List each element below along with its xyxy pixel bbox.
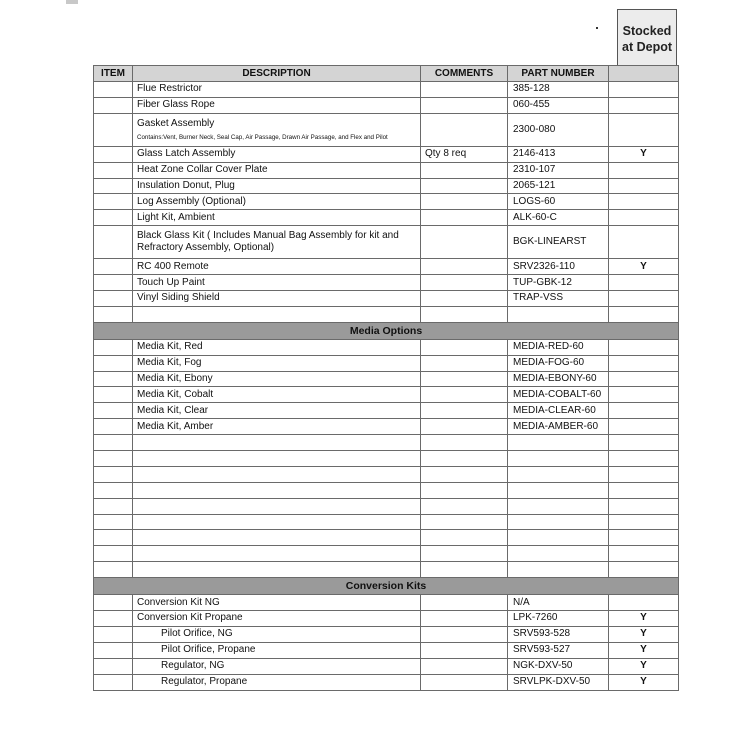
stocked-cell (609, 275, 679, 291)
description-cell: Regulator, NG (133, 658, 421, 674)
conversion-kits-section (94, 578, 679, 595)
item-cell (94, 595, 133, 611)
description-cell (133, 514, 421, 530)
description-cell: Media Kit, Clear (133, 403, 421, 419)
description-cell (133, 306, 421, 322)
stocked-cell (609, 82, 679, 98)
comments-cell (421, 562, 508, 578)
part-number-cell: MEDIA-EBONY-60 (508, 371, 609, 387)
table-row (94, 611, 679, 627)
description-cell: Touch Up Paint (133, 275, 421, 291)
description-cell (133, 530, 421, 546)
stocked-cell (609, 514, 679, 530)
stocked-cell: Y (609, 626, 679, 642)
item-cell (94, 482, 133, 498)
table-row (94, 226, 679, 259)
stocked-at-depot-header: Stocked at Depot (617, 9, 677, 66)
part-number-cell (508, 466, 609, 482)
description-column-header: DESCRIPTION (133, 66, 421, 82)
item-cell (94, 611, 133, 627)
comments-cell (421, 530, 508, 546)
comments-cell (421, 451, 508, 467)
stocked-cell (609, 403, 679, 419)
comments-cell (421, 611, 508, 627)
comments-cell (421, 178, 508, 194)
stocked-cell (609, 466, 679, 482)
part-number-cell (508, 451, 609, 467)
table-row (94, 355, 679, 371)
comments-cell (421, 355, 508, 371)
part-number-cell: N/A (508, 595, 609, 611)
table-row (94, 113, 679, 146)
section-title: Conversion Kits (94, 578, 679, 595)
corner-mark (66, 0, 78, 4)
item-cell (94, 451, 133, 467)
description-cell (133, 546, 421, 562)
stocked-cell (609, 97, 679, 113)
comments-cell (421, 371, 508, 387)
table-row (94, 674, 679, 690)
stocked-cell (609, 113, 679, 146)
stocked-cell: Y (609, 259, 679, 275)
table-row (94, 162, 679, 178)
description-cell: Glass Latch Assembly (133, 146, 421, 162)
part-number-cell (508, 562, 609, 578)
item-cell (94, 466, 133, 482)
description-cell (133, 435, 421, 451)
stocked-cell: Y (609, 146, 679, 162)
table-row (94, 419, 679, 435)
item-cell (94, 658, 133, 674)
comments-cell (421, 210, 508, 226)
stocked-cell (609, 355, 679, 371)
table-row (94, 178, 679, 194)
item-cell (94, 194, 133, 210)
part-number-cell: SRVLPK-DXV-50 (508, 674, 609, 690)
table-row (94, 642, 679, 658)
table-body (94, 82, 679, 691)
part-number-cell: 385-128 (508, 82, 609, 98)
item-cell (94, 371, 133, 387)
part-number-cell: MEDIA-AMBER-60 (508, 419, 609, 435)
table-row (94, 194, 679, 210)
comments-cell (421, 642, 508, 658)
stocked-cell: Y (609, 642, 679, 658)
stocked-cell (609, 306, 679, 322)
part-number-cell: TUP-GBK-12 (508, 275, 609, 291)
stocked-cell (609, 595, 679, 611)
table-row (94, 82, 679, 98)
item-cell (94, 387, 133, 403)
table-row (94, 146, 679, 162)
description-cell: Regulator, Propane (133, 674, 421, 690)
comments-cell (421, 403, 508, 419)
comments-cell (421, 595, 508, 611)
description-cell (133, 482, 421, 498)
part-number-cell: NGK-DXV-50 (508, 658, 609, 674)
description-cell: Media Kit, Red (133, 339, 421, 355)
stocked-cell (609, 291, 679, 307)
item-cell (94, 146, 133, 162)
description-cell (133, 466, 421, 482)
comments-cell (421, 162, 508, 178)
stocked-cell (609, 546, 679, 562)
item-cell (94, 97, 133, 113)
description-cell: Heat Zone Collar Cover Plate (133, 162, 421, 178)
part-number-cell (508, 530, 609, 546)
description-cell: Vinyl Siding Shield (133, 291, 421, 307)
stocked-cell: Y (609, 674, 679, 690)
part-number-cell: MEDIA-FOG-60 (508, 355, 609, 371)
description-cell: Media Kit, Fog (133, 355, 421, 371)
stocked-cell: Y (609, 611, 679, 627)
description-cell: Pilot Orifice, Propane (133, 642, 421, 658)
comments-cell (421, 419, 508, 435)
table-row (94, 658, 679, 674)
part-number-cell: MEDIA-COBALT-60 (508, 387, 609, 403)
item-cell (94, 435, 133, 451)
item-cell (94, 674, 133, 690)
comments-cell (421, 291, 508, 307)
empty-row (94, 451, 679, 467)
comments-cell (421, 498, 508, 514)
description-cell (133, 562, 421, 578)
stocked-cell (609, 387, 679, 403)
table-row (94, 291, 679, 307)
stocked-cell (609, 226, 679, 259)
comments-cell (421, 626, 508, 642)
stocked-cell (609, 562, 679, 578)
item-cell (94, 562, 133, 578)
comments-cell (421, 194, 508, 210)
description-cell: Flue Restrictor (133, 82, 421, 98)
description-cell: Conversion Kit NG (133, 595, 421, 611)
parts-table (93, 65, 679, 691)
item-cell (94, 291, 133, 307)
description-cell (133, 498, 421, 514)
section-title: Media Options (94, 322, 679, 339)
item-cell (94, 162, 133, 178)
item-cell (94, 339, 133, 355)
stocked-cell (609, 451, 679, 467)
table-row (94, 339, 679, 355)
part-number-cell: ALK-60-C (508, 210, 609, 226)
table-row (94, 387, 679, 403)
stocked-cell (609, 435, 679, 451)
stocked-cell (609, 162, 679, 178)
table-row (94, 626, 679, 642)
stocked-cell (609, 498, 679, 514)
part-number-cell: SRV593-527 (508, 642, 609, 658)
empty-row (94, 482, 679, 498)
item-cell (94, 642, 133, 658)
table-row (94, 210, 679, 226)
comments-cell (421, 306, 508, 322)
description-cell: Pilot Orifice, NG (133, 626, 421, 642)
item-cell (94, 275, 133, 291)
part-number-cell: TRAP-VSS (508, 291, 609, 307)
stocked-cell (609, 371, 679, 387)
part-number-cell: 2310-107 (508, 162, 609, 178)
comments-cell (421, 435, 508, 451)
comments-cell (421, 674, 508, 690)
item-cell (94, 306, 133, 322)
item-cell (94, 498, 133, 514)
comments-cell (421, 113, 508, 146)
part-number-cell: 060-455 (508, 97, 609, 113)
dot-mark (596, 27, 598, 29)
comments-cell (421, 546, 508, 562)
stocked-cell: Y (609, 658, 679, 674)
part-number-column-header: PART NUMBER (508, 66, 609, 82)
comments-cell (421, 658, 508, 674)
description-cell: Insulation Donut, Plug (133, 178, 421, 194)
table-row (94, 403, 679, 419)
comments-cell (421, 259, 508, 275)
table-row (94, 259, 679, 275)
comments-cell (421, 97, 508, 113)
stocked-cell (609, 178, 679, 194)
part-number-cell (508, 306, 609, 322)
description-cell: Black Glass Kit ( Includes Manual Bag Assembly for kit and Refractory Assembly, Optional) (133, 226, 421, 259)
empty-row (94, 514, 679, 530)
description-cell (133, 113, 421, 146)
comments-cell (421, 82, 508, 98)
part-number-cell: SRV2326-110 (508, 259, 609, 275)
part-number-cell: SRV593-528 (508, 626, 609, 642)
part-number-cell (508, 498, 609, 514)
part-number-cell: 2146-413 (508, 146, 609, 162)
stocked-cell (609, 194, 679, 210)
comments-cell (421, 482, 508, 498)
empty-row (94, 306, 679, 322)
empty-row (94, 562, 679, 578)
stocked-cell (609, 530, 679, 546)
item-cell (94, 355, 133, 371)
part-number-cell: 2300-080 (508, 113, 609, 146)
part-number-cell (508, 514, 609, 530)
empty-row (94, 466, 679, 482)
item-cell (94, 530, 133, 546)
item-column-header: ITEM (94, 66, 133, 82)
item-cell (94, 226, 133, 259)
empty-row (94, 530, 679, 546)
item-cell (94, 210, 133, 226)
stocked-cell (609, 482, 679, 498)
description-cell: Media Kit, Ebony (133, 371, 421, 387)
description-cell: RC 400 Remote (133, 259, 421, 275)
comments-column-header: COMMENTS (421, 66, 508, 82)
description-subtext: Contains:Vent, Burner Neck, Seal Cap, Air Passage, Drawn Air Passage, and Flex and Pilot (137, 133, 388, 141)
description-cell: Media Kit, Amber (133, 419, 421, 435)
description-cell (133, 451, 421, 467)
comments-cell (421, 339, 508, 355)
part-number-cell: 2065-121 (508, 178, 609, 194)
description-cell: Media Kit, Cobalt (133, 387, 421, 403)
table-row (94, 371, 679, 387)
part-number-cell: BGK-LINEARST (508, 226, 609, 259)
description-cell: Light Kit, Ambient (133, 210, 421, 226)
media-options-section (94, 322, 679, 339)
item-cell (94, 178, 133, 194)
stocked-column-header (609, 66, 679, 82)
part-number-cell: MEDIA-CLEAR-60 (508, 403, 609, 419)
description-text: Gasket Assembly (137, 117, 215, 129)
item-cell (94, 626, 133, 642)
description-cell: Log Assembly (Optional) (133, 194, 421, 210)
comments-cell (421, 226, 508, 259)
table-row (94, 97, 679, 113)
comments-cell: Qty 8 req (421, 146, 508, 162)
table-header-row (94, 66, 679, 82)
item-cell (94, 419, 133, 435)
comments-cell (421, 387, 508, 403)
table-row (94, 275, 679, 291)
table-row (94, 595, 679, 611)
item-cell (94, 82, 133, 98)
item-cell (94, 403, 133, 419)
item-cell (94, 259, 133, 275)
description-cell: Fiber Glass Rope (133, 97, 421, 113)
part-number-cell: LOGS-60 (508, 194, 609, 210)
comments-cell (421, 514, 508, 530)
comments-cell (421, 466, 508, 482)
item-cell (94, 546, 133, 562)
part-number-cell (508, 546, 609, 562)
part-number-cell: MEDIA-RED-60 (508, 339, 609, 355)
item-cell (94, 113, 133, 146)
stocked-cell (609, 210, 679, 226)
empty-row (94, 435, 679, 451)
part-number-cell: LPK-7260 (508, 611, 609, 627)
item-cell (94, 514, 133, 530)
part-number-cell (508, 482, 609, 498)
empty-row (94, 546, 679, 562)
empty-row (94, 498, 679, 514)
stocked-cell (609, 419, 679, 435)
comments-cell (421, 275, 508, 291)
description-cell: Conversion Kit Propane (133, 611, 421, 627)
stocked-cell (609, 339, 679, 355)
part-number-cell (508, 435, 609, 451)
